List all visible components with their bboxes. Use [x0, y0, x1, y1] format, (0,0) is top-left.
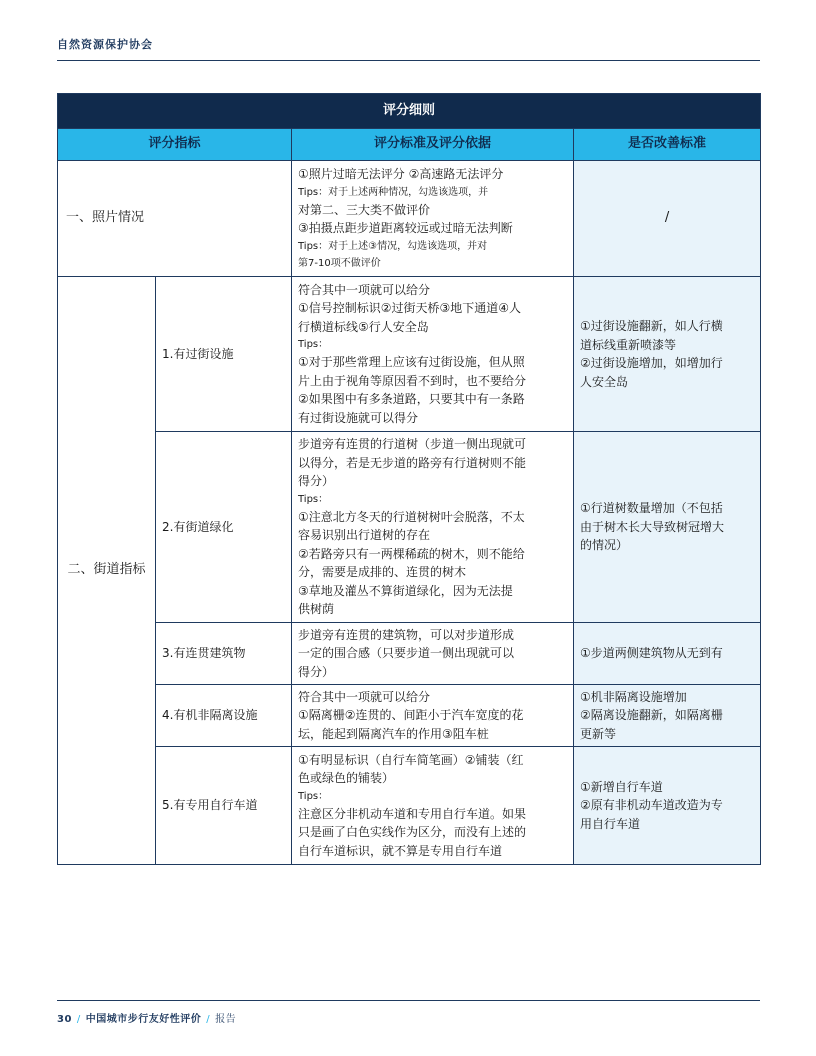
standard-line: 只是画了白色实线作为区分，而没有上述的 [298, 825, 527, 840]
improve-line: ①机非隔离设施增加 [580, 689, 687, 704]
report-type: 报告 [215, 1014, 237, 1025]
standard-line: ③草地及灌丛不算街道绿化，因为无法提 [298, 583, 513, 598]
column-header-improvement: 是否改善标准 [574, 129, 761, 161]
standard-line: 色或绿色的铺装） [298, 771, 395, 786]
standard-line: ②若路旁只有一两棵稀疏的树木，则不能给 [298, 546, 525, 561]
footer-separator: / [206, 1014, 211, 1025]
column-header-standard: 评分标准及评分依据 [292, 129, 574, 161]
standard-line: ①隔离栅②连贯的、间距小于汽车宽度的花 [298, 708, 524, 723]
standard-line: ①信号控制标识②过街天桥③地下通道④人 [298, 301, 522, 316]
improve-separation [574, 685, 761, 747]
standard-line: ①对于那些常理上应该有过街设施，但从照 [298, 355, 525, 370]
standard-line: 得分） [298, 664, 335, 679]
improve-line: ①行道树数量增加（不包括 [580, 501, 723, 516]
standard-greening [292, 432, 574, 623]
standard-line: 注意区分非机动车道和专用自行车道。如果 [298, 806, 527, 821]
scoring-table-container [57, 93, 760, 865]
improve-crossing [574, 277, 761, 432]
improve-buildings [574, 623, 761, 685]
improve-line: ①新增自行车道 [580, 779, 663, 794]
standard-line: ①照片过暗无法评分 ②高速路无法评分 [298, 167, 504, 182]
standard-separation [292, 685, 574, 747]
indicator-separation: 4.有机非隔离设施 [156, 685, 292, 747]
standard-line: ①有明显标识（自行车简笔画）②铺装（红 [298, 752, 524, 767]
standard-line: 坛，能起到隔离汽车的作用③阻车桩 [298, 726, 489, 741]
standard-line: 符合其中一项就可以给分 [298, 689, 431, 704]
table-row [58, 432, 761, 623]
standard-line: 有过街设施就可以得分 [298, 410, 419, 425]
table-row [58, 623, 761, 685]
improve-bike [574, 747, 761, 865]
category-street: 二、街道指标 [58, 277, 156, 865]
improve-line: ②隔离设施翻新，如隔离栅 [580, 708, 723, 723]
standard-line: 供树荫 [298, 602, 335, 617]
header-divider [57, 60, 760, 61]
improve-line: 人安全岛 [580, 374, 629, 389]
improve-photo: / [574, 161, 761, 277]
improve-line: 更新等 [580, 726, 617, 741]
improve-line: ②原有非机动车道改造为专 [580, 798, 723, 813]
standard-line: 容易识别出行道树的存在 [298, 528, 431, 543]
indicator-crossing: 1.有过街设施 [156, 277, 292, 432]
tips-line: Tips： [298, 790, 329, 802]
improve-line: ①步道两侧建筑物从无到有 [580, 646, 723, 661]
improve-line: 用自行车道 [580, 816, 641, 831]
table-row [58, 161, 761, 277]
standard-crossing [292, 277, 574, 432]
column-header-indicator: 评分指标 [58, 129, 292, 161]
improve-line: ①过街设施翻新，如人行横 [580, 319, 723, 333]
standard-line: 自行车道标识，就不算是专用自行车道 [298, 843, 503, 858]
improve-line: 由于树木长大导致树冠增大 [580, 519, 725, 534]
standard-line: 得分） [298, 474, 335, 489]
standard-photo [292, 161, 574, 277]
improve-line: ②过街设施增加，如增加行 [580, 356, 723, 370]
standard-line: 对第二、三大类不做评价 [298, 202, 431, 217]
table-row [58, 747, 761, 865]
standard-buildings [292, 623, 574, 685]
tips-line: Tips： [298, 339, 329, 351]
scoring-table [57, 93, 761, 865]
tips-line: Tips：对于上述两种情况，勾选该选项，并 [298, 186, 489, 198]
footer-separator: / [76, 1014, 81, 1025]
table-row [58, 277, 761, 432]
tips-line: 第7-10项不做评价 [298, 257, 381, 269]
standard-line: ①注意北方冬天的行道树树叶会脱落，不太 [298, 509, 525, 524]
tips-line: Tips：对于上述③情况，勾选该选项，并对 [298, 240, 488, 252]
indicator-buildings: 3.有连贯建筑物 [156, 623, 292, 685]
improve-line: 的情况） [580, 538, 629, 553]
page-number: 30 [57, 1014, 72, 1025]
standard-line: ③拍摄点距步道距离较远或过暗无法判断 [298, 221, 513, 236]
header-org-name: 自然资源保护协会 [57, 38, 153, 51]
standard-bike [292, 747, 574, 865]
category-photo: 一、照片情况 [58, 161, 292, 277]
indicator-greening: 2.有街道绿化 [156, 432, 292, 623]
footer [57, 1010, 236, 1025]
standard-line: 行横道标线⑤行人安全岛 [298, 319, 429, 334]
improve-line: 道标线重新喷漆等 [580, 337, 677, 352]
standard-line: 步道旁有连贯的建筑物，可以对步道形成 [298, 627, 515, 642]
indicator-bike: 5.有专用自行车道 [156, 747, 292, 865]
report-title: 中国城市步行友好性评价 [85, 1014, 202, 1025]
standard-line: 分，需要是成排的、连贯的树木 [298, 565, 467, 580]
standard-line: ②如果图中有多条道路，只要其中有一条路 [298, 392, 525, 407]
table-title: 评分细则 [58, 94, 761, 129]
standard-line: 符合其中一项就可以给分 [298, 282, 431, 297]
standard-line: 一定的围合感（只要步道一侧出现就可以 [298, 646, 515, 661]
footer-divider [57, 1000, 760, 1001]
standard-line: 片上由于视角等原因看不到时，也不要给分 [298, 373, 527, 388]
tips-line: Tips： [298, 493, 329, 505]
table-row [58, 685, 761, 747]
improve-greening [574, 432, 761, 623]
standard-line: 步道旁有连贯的行道树（步道一侧出现就可 [298, 437, 527, 452]
standard-line: 以得分，若是无步道的路旁有行道树则不能 [298, 455, 527, 470]
